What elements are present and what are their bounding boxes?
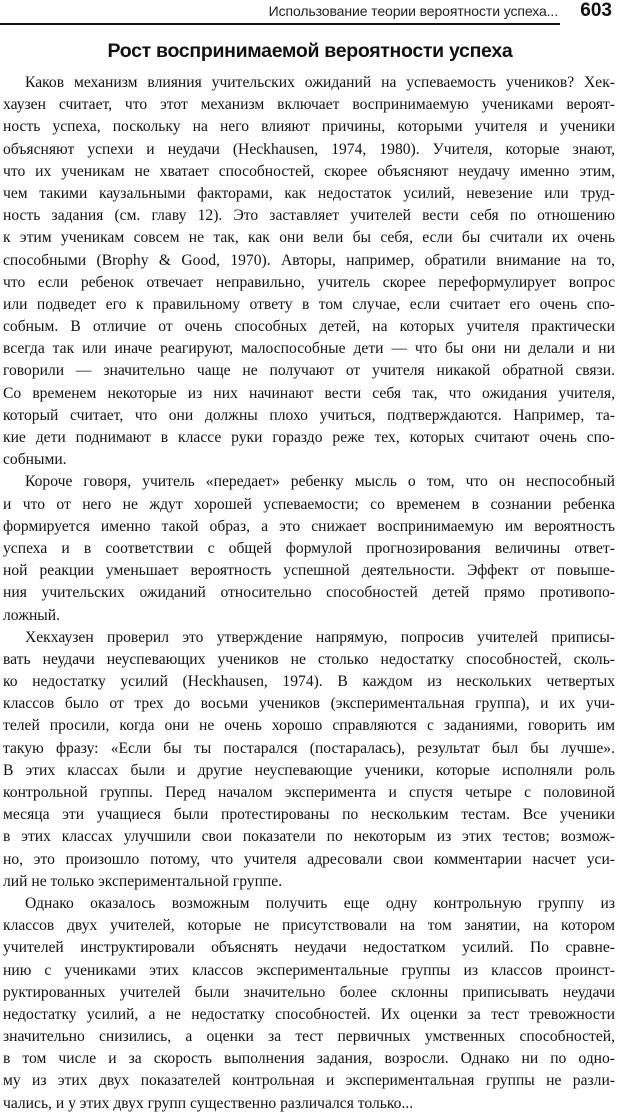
text-line: му из этих двух показателей контрольная и экспериментальная группы не разли-: [3, 1072, 615, 1090]
paragraph: [3, 72, 615, 471]
text-line: такую фразу: «Если бы ты постарался (постаралась), результат был бы лучше».: [3, 739, 615, 757]
text-line: Однако оказалось возможным получить еще одну контрольную группу из: [25, 894, 615, 912]
text-line: ния учительских ожиданий относительно способностей детей прямо противопо-: [3, 584, 615, 602]
text-line: ной реакции уменьшает вероятность успешной деятельности. Эффект от повыше-: [3, 562, 615, 580]
text-line: в том числе и за скорость выполнения задания, возросли. Однако ни по одно-: [3, 1050, 615, 1068]
text-line: способными (Brophy & Good, 1970). Авторы, например, обратили внимание на то,: [3, 251, 615, 269]
text-line: формируется именно такой образ, а это снижает воспринимаемую им вероятность: [3, 517, 615, 535]
text-line: Хекхаузен проверил это утверждение напрямую, попросив учителей приписы-: [25, 628, 615, 646]
paragraph: [3, 893, 615, 1115]
text-line: учителей инструктировали объяснять неудачи недостатком усилий. По сравне-: [3, 939, 615, 957]
text-line: ность успеха, поскольку на него влияют причины, которыми учителя и ученики: [3, 118, 615, 136]
text-line: недостатку усилий, а не недостатку способностей. Их оценки за тест тревожности: [3, 1005, 615, 1023]
section-heading: Рост воспринимаемой вероятности успеха: [107, 40, 513, 62]
text-line: к этим ученикам совсем не так, как они вели бы себя, если бы считали их очень: [3, 229, 615, 247]
body-text: [3, 72, 615, 1115]
text-line: чем такими каузальными факторами, как недостаток усилий, невезение или труд-: [3, 184, 615, 202]
running-header: [0, 0, 620, 24]
text-line: Со временем некоторые из них начинают вести себя так, что ожидания учителя,: [3, 384, 615, 402]
text-line: и что от него не ждут хорошей успеваемости; со временем в сознании ребенка: [3, 495, 615, 513]
paragraph: [3, 471, 615, 626]
text-line: в этих классах улучшили свои показатели по некоторым из этих тестов; возмож-: [3, 828, 615, 846]
text-line: классов было от трех до восьми учеников (экспериментальная группа), и их учи-: [3, 695, 615, 713]
text-line: успеха и в соответствии с общей формулой прогнозирования величины ответ-: [3, 539, 615, 557]
text-line: чались, и у этих двух групп существенно различался только...: [3, 1094, 414, 1112]
paragraph: [3, 627, 615, 893]
text-line: что если ребенок отвечает неправильно, учитель скорее переформулирует вопрос: [3, 273, 615, 291]
text-line: В этих классах были и другие неуспевающие ученики, которые исполняли роль: [3, 761, 615, 779]
text-line: контрольной группы. Перед началом эксперимента и спустя четыре с половиной: [3, 784, 615, 801]
text-line: всегда так или иначе реагируют, малоспособные дети — что бы они ни делали и ни: [3, 340, 615, 358]
text-line: значительно снизились, а оценки за тест первичных умственных способностей,: [3, 1028, 615, 1046]
text-line: Каков механизм влияния учительских ожиданий на успеваемость учеников? Хек-: [25, 74, 615, 91]
text-line: ко недостатку усилий (Heckhausen, 1974). В каждом из нескольких четвертых: [3, 673, 615, 691]
running-title: Использование теории вероятности успеха...: [268, 3, 558, 19]
text-line: ность задания (см. главу 12). Это заставляет учителей вести себя по отношению: [3, 207, 615, 225]
text-line: классов двух учителей, которые не присутствовали на том занятии, на котором: [3, 917, 615, 935]
text-line: нию с учениками этих классов экспериментальные группы из классов проинст-: [3, 961, 615, 979]
text-line: лий не только экспериментальной группе.: [3, 872, 283, 890]
text-line: Короче говоря, учитель «передает» ребенку мысль о том, что он неспособный: [25, 473, 615, 491]
text-line: ложный.: [3, 606, 61, 624]
text-line: собным. В отличие от очень способных детей, на которых учителя практически: [3, 318, 615, 336]
text-line: но, это произошло потому, что учителя адресовали свои комментарии насчет уси-: [3, 850, 615, 868]
text-line: собными.: [3, 451, 67, 469]
text-line: вать неудачи неуспевающих учеников не столько недостатку способностей, сколь-: [3, 650, 615, 668]
text-line: кие дети поднимают в классе руки гораздо реже тех, которых считают очень спо-: [3, 429, 615, 446]
header-rule: [0, 23, 560, 25]
text-line: руктированных учителей были значительно более склонны приписывать неудачи: [3, 983, 615, 1001]
text-line: объясняют успехи и неудачи (Heckhausen, 1974, 1980). Учителя, которые знают,: [3, 140, 615, 158]
page-number: 603: [580, 0, 612, 21]
text-line: который считает, что они должны плохо учиться, подтверждаются. Например, та-: [3, 406, 615, 424]
text-line: или подведет его к правильному ответу в том случае, если считает его очень спо-: [3, 295, 615, 313]
text-line: что их ученикам не хватает способностей, скорее объясняют неудачу именно этим,: [3, 162, 615, 180]
text-line: хаузен считает, что этот механизм включает воспринимаемую учениками вероят-: [3, 96, 615, 114]
text-line: телей просили, когда они не очень хорошо справляются с заданиями, говорить им: [3, 717, 615, 735]
text-line: говорили — значительно чаще не получают от учителя никакой обратной связи.: [3, 362, 615, 380]
text-line: месяца эти учащиеся были протестированы по нескольким тестам. Все ученики: [3, 806, 615, 824]
